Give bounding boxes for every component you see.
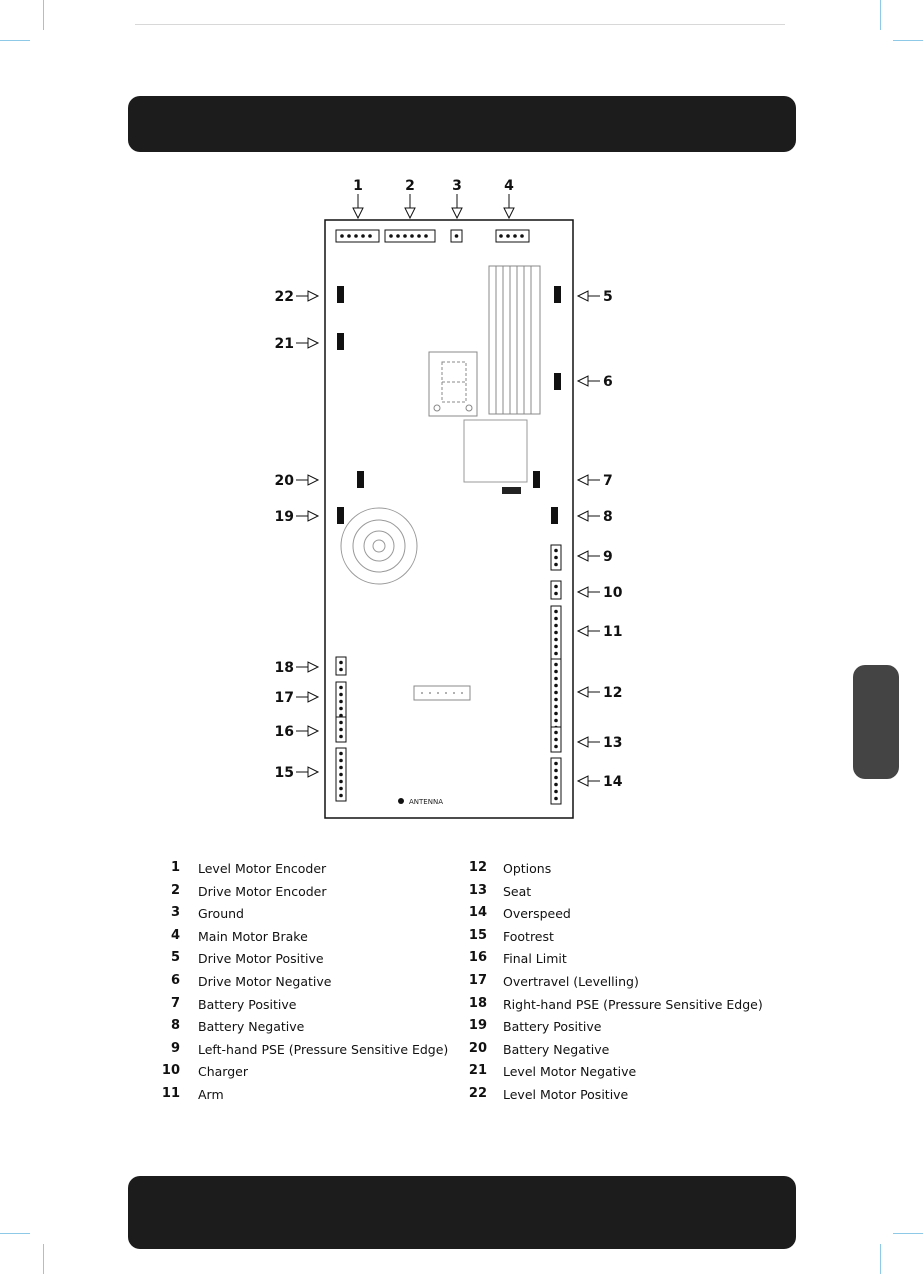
legend-number: 17 [468,973,487,988]
callout-number: 13 [603,735,623,751]
callout-15 [275,765,318,781]
callout-2 [405,178,415,218]
legend-label: Level Motor Negative [503,1064,637,1080]
callout-11 [578,624,622,640]
legend-label: Battery Negative [198,1019,305,1035]
legend-number: 9 [170,1040,180,1056]
legend-label: Charger [198,1064,248,1080]
callout-number: 19 [274,509,294,525]
callout-number: 3 [452,178,462,194]
callout-1 [353,178,363,218]
legend-label: Battery Positive [198,996,297,1012]
legend-label: Seat [503,883,532,899]
legend-number: 2 [170,882,180,898]
legend-number: 4 [170,927,180,943]
connector-1 [336,230,379,242]
legend-number: 15 [468,927,487,943]
callout-10 [578,585,623,601]
callout-number: 11 [603,624,623,640]
legend-label: Level Motor Encoder [198,861,327,876]
callout-number: 7 [603,473,613,489]
terminal-7 [533,471,540,488]
legend-label: Battery Negative [503,1041,610,1057]
callout-number: 10 [603,585,623,601]
terminal-5 [554,286,561,303]
callout-number: 2 [405,178,415,194]
terminal-22 [337,286,344,303]
connector-2 [385,230,435,242]
callout-20 [275,473,318,489]
legend-label: Drive Motor Positive [198,951,324,967]
legend-label: Ground [198,906,244,922]
legend-number: 22 [468,1086,487,1101]
connector-17 [336,682,346,721]
terminal-8 [551,507,558,524]
callout-number: 22 [274,289,294,305]
terminal-19 [337,507,344,524]
legend-label: Battery Positive [503,1019,602,1035]
legend-label: Footrest [503,928,554,944]
legend-number: 13 [468,882,487,898]
terminal-21 [337,333,344,350]
legend-number: 11 [161,1086,180,1101]
callout-18 [275,660,318,676]
callout-12 [578,685,622,701]
callout-number: 8 [603,509,613,525]
connector-11 [551,606,561,659]
legend-number: 20 [468,1040,487,1056]
legend-number: 8 [170,1018,180,1034]
callout-13 [578,735,622,751]
connector-16 [336,717,346,742]
terminal-6 [554,373,561,390]
legend-label: Final Limit [503,951,567,967]
legend-number: 18 [468,995,487,1011]
connector-4 [496,230,529,242]
callout-4 [504,178,514,218]
callout-number: 1 [353,178,363,194]
callout-6 [578,374,613,390]
legend-label: Overtravel (Levelling) [503,974,639,989]
callout-number: 14 [603,774,623,790]
antenna-label: ANTENNA [409,798,443,806]
legend-label: Main Motor Brake [198,928,308,944]
callout-number: 12 [603,685,623,701]
callout-9 [578,549,613,565]
callout-7 [578,473,613,489]
legend-number: 10 [161,1063,180,1079]
legend-label: Overspeed [503,906,571,922]
legend-label: Left-hand PSE (Pressure Sensitive Edge) [198,1041,449,1057]
connector-9 [551,545,561,570]
connector-13 [551,727,561,752]
legend-number: 5 [170,950,180,966]
connector-10 [551,581,561,599]
legend-number: 14 [468,905,487,921]
callout-21 [275,336,318,352]
callout-number: 21 [274,336,294,352]
legend-label: Drive Motor Encoder [198,883,327,899]
legend-label: Level Motor Positive [503,1087,629,1102]
callout-number: 9 [603,549,613,565]
legend-label: Drive Motor Negative [198,974,332,989]
legend-label: Right-hand PSE (Pressure Sensitive Edge) [503,996,763,1012]
legend-number: 21 [468,1063,487,1079]
callout-14 [578,774,623,790]
callout-19 [275,509,318,525]
terminal-20 [357,471,364,488]
board-outline [325,220,573,818]
legend-label: Options [503,861,552,876]
callout-number: 18 [274,660,294,676]
callout-17 [275,690,318,706]
center-connector [414,686,470,700]
legend-label: Arm [198,1087,224,1102]
callout-number: 6 [603,374,613,390]
callout-8 [578,509,613,525]
legend-number: 1 [170,860,180,875]
legend-number: 7 [170,995,180,1011]
callout-3 [452,178,462,218]
legend-number: 19 [468,1018,487,1034]
callout-number: 15 [274,765,294,781]
connector-15 [336,748,346,801]
legend-number: 3 [170,905,180,921]
connector-14 [551,758,561,804]
callout-number: 4 [504,178,514,194]
callout-number: 20 [274,473,294,489]
callout-16 [275,724,318,740]
callout-number: 5 [603,289,613,305]
legend-number: 12 [468,860,487,875]
legend-number: 6 [170,973,180,988]
callout-5 [578,289,613,305]
connector-3 [451,230,462,242]
callout-number: 17 [274,690,294,706]
callout-number: 16 [274,724,294,740]
callout-22 [275,289,318,305]
legend-number: 16 [468,950,487,966]
connector-18 [336,657,346,675]
connector-12 [551,659,561,733]
